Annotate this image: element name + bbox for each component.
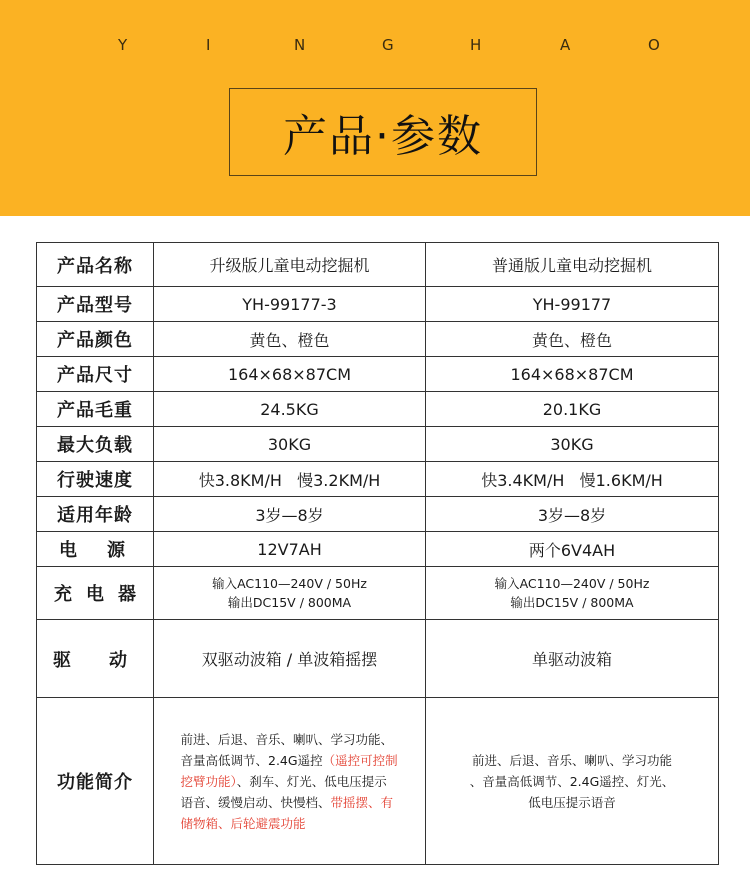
table-row xyxy=(37,392,719,427)
page-title: 产品·参数 xyxy=(283,111,483,162)
charger-input: 输入AC110—240V / 50Hz xyxy=(494,576,650,591)
table-row xyxy=(37,698,719,865)
value-upgrade: 3岁—8岁 xyxy=(154,497,426,532)
value-standard xyxy=(426,698,719,865)
value-standard: 单驱动波箱 xyxy=(426,620,719,698)
feature-line: 、音量高低调节、2.4G遥控、灯光、 xyxy=(469,773,675,789)
row-label: 功能简介 xyxy=(37,698,154,865)
feature-line: 低电压提示语音 xyxy=(528,794,616,810)
value-upgrade: 快3.8KM/H 慢3.2KM/H xyxy=(154,462,426,497)
table-row xyxy=(37,243,719,287)
table-row xyxy=(37,287,719,322)
value-standard xyxy=(426,567,719,620)
table-row xyxy=(37,620,719,698)
table-row xyxy=(37,567,719,620)
charger-input: 输入AC110—240V / 50Hz xyxy=(212,576,367,591)
row-label: 产品颜色 xyxy=(37,322,154,357)
value-standard: 快3.4KM/H 慢1.6KM/H xyxy=(426,462,719,497)
row-label: 适用年龄 xyxy=(37,497,154,532)
row-label: 产品毛重 xyxy=(37,392,154,427)
value-upgrade: 30KG xyxy=(154,427,426,462)
value-upgrade: 164×68×87CM xyxy=(154,357,426,392)
charger-output: 输出DC15V / 800MA xyxy=(510,595,634,610)
brand-letters xyxy=(0,36,750,56)
brand-letter: O xyxy=(648,36,660,54)
feature-description xyxy=(181,729,399,834)
header-banner xyxy=(0,0,750,216)
table-row xyxy=(37,462,719,497)
table-row xyxy=(37,497,719,532)
brand-letter: G xyxy=(382,36,394,54)
value-upgrade xyxy=(154,567,426,620)
feature-line: 前进、后退、音乐、喇叭、学习功能 xyxy=(471,752,672,768)
value-standard: YH-99177 xyxy=(426,287,719,322)
row-label: 最大负载 xyxy=(37,427,154,462)
row-label: 行驶速度 xyxy=(37,462,154,497)
value-upgrade: 24.5KG xyxy=(154,392,426,427)
table-row xyxy=(37,532,719,567)
feature-description xyxy=(461,750,683,813)
value-upgrade: YH-99177-3 xyxy=(154,287,426,322)
row-label: 充电器 xyxy=(37,567,154,620)
charger-output: 输出DC15V / 800MA xyxy=(227,595,352,610)
row-label: 产品名称 xyxy=(37,243,154,287)
brand-letter: H xyxy=(470,36,482,54)
value-standard: 黄色、橙色 xyxy=(426,322,719,357)
value-upgrade xyxy=(154,698,426,865)
value-upgrade: 黄色、橙色 xyxy=(154,322,426,357)
table-row xyxy=(37,322,719,357)
value-standard: 两个6V4AH xyxy=(426,532,719,567)
value-upgrade: 12V7AH xyxy=(154,532,426,567)
feature-highlight: 带摇摆、有储物箱、后轮避震功能 xyxy=(180,794,394,831)
brand-letter: N xyxy=(294,36,306,54)
value-upgrade: 双驱动波箱 / 单波箱摇摆 xyxy=(154,620,426,698)
feature-text: 前进、后退、音乐、喇叭、学习功能、音量高低调节、2.4G遥控 xyxy=(180,731,394,768)
value-upgrade: 升级版儿童电动挖掘机 xyxy=(154,243,426,287)
spec-table xyxy=(36,242,719,865)
row-label: 产品尺寸 xyxy=(37,357,154,392)
brand-letter: Y xyxy=(118,36,128,54)
value-standard: 164×68×87CM xyxy=(426,357,719,392)
value-standard: 3岁—8岁 xyxy=(426,497,719,532)
row-label: 驱 动 xyxy=(37,620,154,698)
value-standard: 普通版儿童电动挖掘机 xyxy=(426,243,719,287)
brand-letter: I xyxy=(206,36,211,54)
feature-text: 、刹车、灯光、低电压提示语音、缓慢启动、快慢档、 xyxy=(180,773,387,810)
value-standard: 30KG xyxy=(426,427,719,462)
row-label: 电 源 xyxy=(37,532,154,567)
table-row xyxy=(37,427,719,462)
brand-letter: A xyxy=(560,36,571,54)
feature-highlight: （遥控可控制挖臂功能） xyxy=(180,752,398,789)
table-row xyxy=(37,357,719,392)
value-standard: 20.1KG xyxy=(426,392,719,427)
row-label: 产品型号 xyxy=(37,287,154,322)
title-frame xyxy=(229,88,537,176)
